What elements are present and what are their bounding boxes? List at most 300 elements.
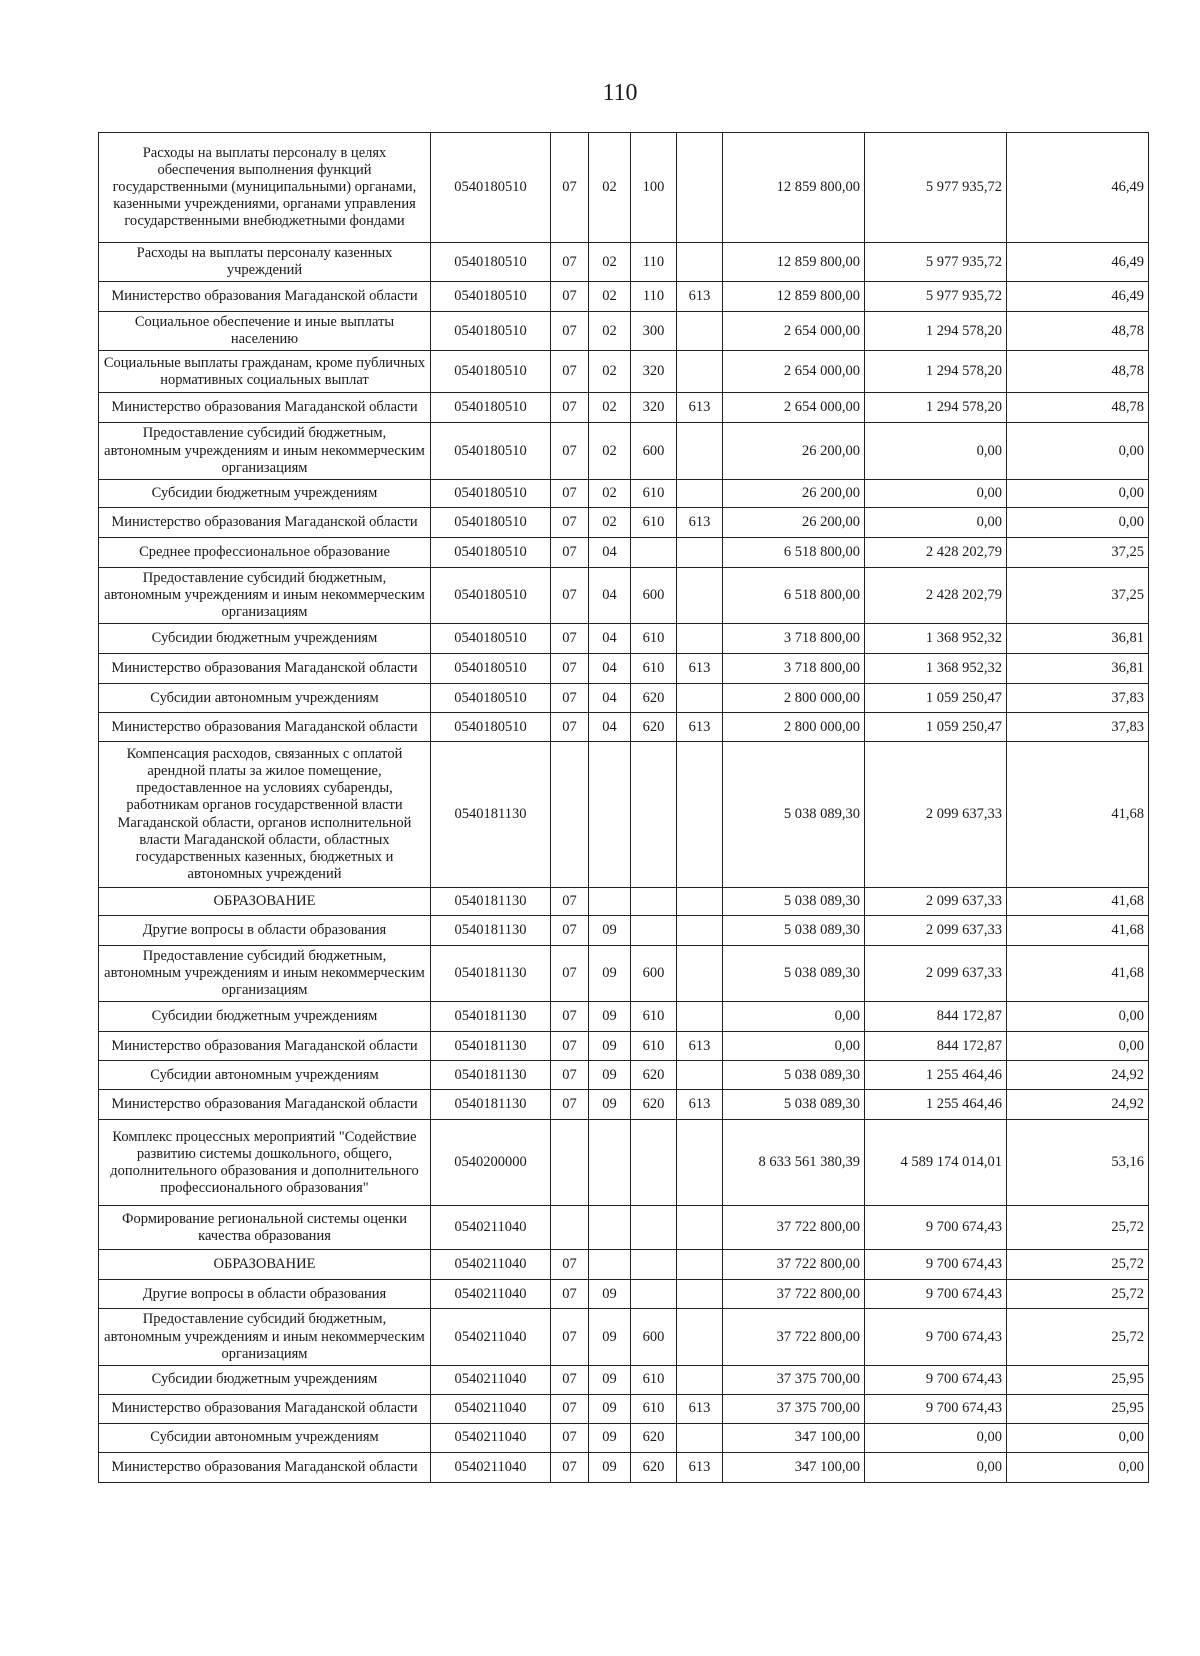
actual-amount-cell: 1 294 578,20 xyxy=(865,312,1007,351)
section-cell: 07 xyxy=(551,1061,589,1090)
section-cell: 07 xyxy=(551,312,589,351)
section-cell: 07 xyxy=(551,1090,589,1120)
section-cell xyxy=(551,1120,589,1206)
expense-type-cell xyxy=(631,1206,677,1250)
subsection-cell: 09 xyxy=(589,1002,631,1032)
section-cell: 07 xyxy=(551,243,589,282)
actual-amount-cell: 2 428 202,79 xyxy=(865,567,1007,623)
target-code-cell: 0540180510 xyxy=(431,567,551,623)
actual-amount-cell: 9 700 674,43 xyxy=(865,1280,1007,1309)
subsection-cell: 09 xyxy=(589,1452,631,1482)
target-code-cell: 0540211040 xyxy=(431,1365,551,1394)
planned-amount-cell: 3 718 800,00 xyxy=(723,654,865,684)
execution-percent-cell: 25,72 xyxy=(1007,1250,1149,1280)
execution-percent-cell: 0,00 xyxy=(1007,1452,1149,1482)
actual-amount-cell: 9 700 674,43 xyxy=(865,1250,1007,1280)
expense-type-cell: 110 xyxy=(631,243,677,282)
execution-percent-cell: 37,25 xyxy=(1007,567,1149,623)
actual-amount-cell: 0,00 xyxy=(865,507,1007,537)
expense-type-cell: 610 xyxy=(631,1394,677,1423)
planned-amount-cell: 26 200,00 xyxy=(723,479,865,507)
table-row xyxy=(99,742,1149,888)
expense-type-cell: 620 xyxy=(631,684,677,713)
subsection-cell: 04 xyxy=(589,654,631,684)
department-code-cell: 613 xyxy=(677,1032,723,1061)
subsection-cell: 09 xyxy=(589,1280,631,1309)
department-code-cell xyxy=(677,133,723,243)
expense-name-cell: Формирование региональной системы оценки качества образования xyxy=(99,1206,431,1250)
planned-amount-cell: 37 722 800,00 xyxy=(723,1280,865,1309)
target-code-cell: 0540181130 xyxy=(431,916,551,946)
actual-amount-cell: 2 099 637,33 xyxy=(865,946,1007,1002)
expense-type-cell: 620 xyxy=(631,1090,677,1120)
target-code-cell: 0540181130 xyxy=(431,1032,551,1061)
execution-percent-cell: 36,81 xyxy=(1007,654,1149,684)
expense-name-cell: Расходы на выплаты персоналу казенных учреждений xyxy=(99,243,431,282)
planned-amount-cell: 2 654 000,00 xyxy=(723,312,865,351)
execution-percent-cell: 0,00 xyxy=(1007,1423,1149,1452)
execution-percent-cell: 48,78 xyxy=(1007,312,1149,351)
execution-percent-cell: 25,72 xyxy=(1007,1206,1149,1250)
expense-type-cell: 610 xyxy=(631,507,677,537)
actual-amount-cell: 9 700 674,43 xyxy=(865,1206,1007,1250)
expense-type-cell: 100 xyxy=(631,133,677,243)
subsection-cell xyxy=(589,742,631,888)
actual-amount-cell: 5 977 935,72 xyxy=(865,133,1007,243)
table-row xyxy=(99,479,1149,507)
section-cell: 07 xyxy=(551,654,589,684)
section-cell xyxy=(551,742,589,888)
execution-percent-cell: 41,68 xyxy=(1007,888,1149,916)
target-code-cell: 0540180510 xyxy=(431,312,551,351)
planned-amount-cell: 8 633 561 380,39 xyxy=(723,1120,865,1206)
actual-amount-cell: 1 368 952,32 xyxy=(865,654,1007,684)
table-row xyxy=(99,1394,1149,1423)
target-code-cell: 0540211040 xyxy=(431,1206,551,1250)
department-code-cell: 613 xyxy=(677,1452,723,1482)
table-row xyxy=(99,1032,1149,1061)
section-cell: 07 xyxy=(551,1280,589,1309)
actual-amount-cell: 1 294 578,20 xyxy=(865,393,1007,423)
expense-name-cell: ОБРАЗОВАНИЕ xyxy=(99,1250,431,1280)
target-code-cell: 0540181130 xyxy=(431,946,551,1002)
table-row xyxy=(99,243,1149,282)
execution-percent-cell: 41,68 xyxy=(1007,742,1149,888)
execution-percent-cell: 41,68 xyxy=(1007,946,1149,1002)
subsection-cell: 09 xyxy=(589,1061,631,1090)
section-cell: 07 xyxy=(551,1002,589,1032)
execution-percent-cell: 46,49 xyxy=(1007,243,1149,282)
expense-name-cell: Другие вопросы в области образования xyxy=(99,916,431,946)
department-code-cell xyxy=(677,1120,723,1206)
subsection-cell: 02 xyxy=(589,507,631,537)
planned-amount-cell: 6 518 800,00 xyxy=(723,537,865,567)
department-code-cell: 613 xyxy=(677,1394,723,1423)
planned-amount-cell: 6 518 800,00 xyxy=(723,567,865,623)
expense-type-cell xyxy=(631,888,677,916)
expense-name-cell: Компенсация расходов, связанных с оплатой арендной платы за жилое помещение, предоставленное на условиях субаренды, работникам органов государственной власти Магаданской области, органов исполнительной власти Магаданской области, областных государственных казенных, бюджетных и автономных учреждений xyxy=(99,742,431,888)
table-row xyxy=(99,1250,1149,1280)
subsection-cell: 04 xyxy=(589,624,631,654)
execution-percent-cell: 24,92 xyxy=(1007,1090,1149,1120)
section-cell: 07 xyxy=(551,916,589,946)
subsection-cell: 04 xyxy=(589,713,631,742)
expense-name-cell: Среднее профессиональное образование xyxy=(99,537,431,567)
section-cell: 07 xyxy=(551,1452,589,1482)
execution-percent-cell: 0,00 xyxy=(1007,507,1149,537)
table-row xyxy=(99,1090,1149,1120)
expense-name-cell: Предоставление субсидий бюджетным, автономным учреждениям и иным некоммерческим организациям xyxy=(99,946,431,1002)
department-code-cell: 613 xyxy=(677,507,723,537)
execution-percent-cell: 37,83 xyxy=(1007,684,1149,713)
subsection-cell: 09 xyxy=(589,1423,631,1452)
table-body xyxy=(99,133,1149,1483)
table-row xyxy=(99,567,1149,623)
planned-amount-cell: 347 100,00 xyxy=(723,1423,865,1452)
target-code-cell: 0540180510 xyxy=(431,423,551,479)
planned-amount-cell: 12 859 800,00 xyxy=(723,243,865,282)
section-cell: 07 xyxy=(551,1365,589,1394)
expense-name-cell: Министерство образования Магаданской области xyxy=(99,1032,431,1061)
department-code-cell xyxy=(677,1002,723,1032)
expense-type-cell: 600 xyxy=(631,423,677,479)
target-code-cell: 0540180510 xyxy=(431,243,551,282)
planned-amount-cell: 3 718 800,00 xyxy=(723,624,865,654)
target-code-cell: 0540180510 xyxy=(431,507,551,537)
subsection-cell: 09 xyxy=(589,1090,631,1120)
actual-amount-cell: 1 368 952,32 xyxy=(865,624,1007,654)
target-code-cell: 0540180510 xyxy=(431,133,551,243)
planned-amount-cell: 2 654 000,00 xyxy=(723,393,865,423)
department-code-cell xyxy=(677,1309,723,1365)
actual-amount-cell: 4 589 174 014,01 xyxy=(865,1120,1007,1206)
expense-type-cell: 610 xyxy=(631,654,677,684)
subsection-cell: 04 xyxy=(589,684,631,713)
planned-amount-cell: 26 200,00 xyxy=(723,507,865,537)
planned-amount-cell: 2 800 000,00 xyxy=(723,713,865,742)
department-code-cell xyxy=(677,684,723,713)
expense-name-cell: Субсидии бюджетным учреждениям xyxy=(99,1365,431,1394)
actual-amount-cell: 844 172,87 xyxy=(865,1002,1007,1032)
target-code-cell: 0540180510 xyxy=(431,282,551,312)
department-code-cell xyxy=(677,243,723,282)
actual-amount-cell: 1 255 464,46 xyxy=(865,1090,1007,1120)
department-code-cell xyxy=(677,1061,723,1090)
execution-percent-cell: 0,00 xyxy=(1007,1032,1149,1061)
execution-percent-cell: 37,83 xyxy=(1007,713,1149,742)
expense-type-cell: 620 xyxy=(631,1423,677,1452)
target-code-cell: 0540211040 xyxy=(431,1423,551,1452)
planned-amount-cell: 37 375 700,00 xyxy=(723,1365,865,1394)
department-code-cell xyxy=(677,1423,723,1452)
planned-amount-cell: 5 038 089,30 xyxy=(723,916,865,946)
expense-name-cell: ОБРАЗОВАНИЕ xyxy=(99,888,431,916)
section-cell xyxy=(551,1206,589,1250)
actual-amount-cell: 1 059 250,47 xyxy=(865,684,1007,713)
actual-amount-cell: 2 428 202,79 xyxy=(865,537,1007,567)
table-row xyxy=(99,423,1149,479)
planned-amount-cell: 5 038 089,30 xyxy=(723,1061,865,1090)
department-code-cell xyxy=(677,1250,723,1280)
expense-name-cell: Министерство образования Магаданской области xyxy=(99,654,431,684)
execution-percent-cell: 0,00 xyxy=(1007,423,1149,479)
target-code-cell: 0540200000 xyxy=(431,1120,551,1206)
target-code-cell: 0540181130 xyxy=(431,1002,551,1032)
section-cell: 07 xyxy=(551,282,589,312)
subsection-cell: 04 xyxy=(589,537,631,567)
table-row xyxy=(99,1120,1149,1206)
expense-name-cell: Министерство образования Магаданской области xyxy=(99,1452,431,1482)
actual-amount-cell: 1 294 578,20 xyxy=(865,351,1007,393)
expense-name-cell: Другие вопросы в области образования xyxy=(99,1280,431,1309)
subsection-cell: 02 xyxy=(589,133,631,243)
table-row xyxy=(99,654,1149,684)
table-row xyxy=(99,1365,1149,1394)
planned-amount-cell: 37 375 700,00 xyxy=(723,1394,865,1423)
planned-amount-cell: 37 722 800,00 xyxy=(723,1250,865,1280)
subsection-cell: 02 xyxy=(589,243,631,282)
table-row xyxy=(99,1309,1149,1365)
subsection-cell: 02 xyxy=(589,351,631,393)
expense-name-cell: Комплекс процессных мероприятий "Содействие развитию системы дошкольного, общего, дополнительного образования и дополнительного профессионального образования" xyxy=(99,1120,431,1206)
subsection-cell: 09 xyxy=(589,1309,631,1365)
execution-percent-cell: 25,72 xyxy=(1007,1280,1149,1309)
department-code-cell xyxy=(677,537,723,567)
expense-type-cell xyxy=(631,1120,677,1206)
table-row xyxy=(99,684,1149,713)
budget-table xyxy=(98,132,1149,1483)
department-code-cell: 613 xyxy=(677,282,723,312)
planned-amount-cell: 2 800 000,00 xyxy=(723,684,865,713)
target-code-cell: 0540181130 xyxy=(431,888,551,916)
execution-percent-cell: 48,78 xyxy=(1007,351,1149,393)
department-code-cell: 613 xyxy=(677,654,723,684)
subsection-cell: 04 xyxy=(589,567,631,623)
expense-name-cell: Субсидии бюджетным учреждениям xyxy=(99,1002,431,1032)
department-code-cell xyxy=(677,624,723,654)
table-row xyxy=(99,1423,1149,1452)
planned-amount-cell: 12 859 800,00 xyxy=(723,282,865,312)
actual-amount-cell: 2 099 637,33 xyxy=(865,888,1007,916)
department-code-cell xyxy=(677,312,723,351)
table-row xyxy=(99,282,1149,312)
planned-amount-cell: 5 038 089,30 xyxy=(723,1090,865,1120)
expense-type-cell xyxy=(631,916,677,946)
department-code-cell xyxy=(677,567,723,623)
expense-name-cell: Субсидии бюджетным учреждениям xyxy=(99,624,431,654)
expense-name-cell: Министерство образования Магаданской области xyxy=(99,1090,431,1120)
execution-percent-cell: 25,95 xyxy=(1007,1365,1149,1394)
expense-type-cell: 610 xyxy=(631,479,677,507)
expense-type-cell: 620 xyxy=(631,1061,677,1090)
expense-type-cell: 610 xyxy=(631,1032,677,1061)
department-code-cell xyxy=(677,1365,723,1394)
target-code-cell: 0540211040 xyxy=(431,1250,551,1280)
table-row xyxy=(99,1061,1149,1090)
expense-type-cell xyxy=(631,742,677,888)
table-row xyxy=(99,624,1149,654)
expense-type-cell: 610 xyxy=(631,1002,677,1032)
actual-amount-cell: 5 977 935,72 xyxy=(865,243,1007,282)
table-row xyxy=(99,537,1149,567)
execution-percent-cell: 0,00 xyxy=(1007,479,1149,507)
target-code-cell: 0540181130 xyxy=(431,742,551,888)
expense-type-cell xyxy=(631,1280,677,1309)
target-code-cell: 0540180510 xyxy=(431,393,551,423)
table-row xyxy=(99,507,1149,537)
department-code-cell xyxy=(677,1206,723,1250)
execution-percent-cell: 37,25 xyxy=(1007,537,1149,567)
table-row xyxy=(99,1452,1149,1482)
execution-percent-cell: 46,49 xyxy=(1007,282,1149,312)
expense-type-cell: 300 xyxy=(631,312,677,351)
expense-type-cell: 600 xyxy=(631,946,677,1002)
table-row xyxy=(99,916,1149,946)
table-row xyxy=(99,133,1149,243)
subsection-cell xyxy=(589,1206,631,1250)
subsection-cell: 02 xyxy=(589,312,631,351)
section-cell: 07 xyxy=(551,479,589,507)
expense-type-cell: 610 xyxy=(631,624,677,654)
target-code-cell: 0540180510 xyxy=(431,351,551,393)
execution-percent-cell: 0,00 xyxy=(1007,1002,1149,1032)
execution-percent-cell: 36,81 xyxy=(1007,624,1149,654)
expense-name-cell: Предоставление субсидий бюджетным, автономным учреждениям и иным некоммерческим организациям xyxy=(99,1309,431,1365)
actual-amount-cell: 1 059 250,47 xyxy=(865,713,1007,742)
execution-percent-cell: 25,72 xyxy=(1007,1309,1149,1365)
expense-name-cell: Министерство образования Магаданской области xyxy=(99,282,431,312)
target-code-cell: 0540181130 xyxy=(431,1061,551,1090)
actual-amount-cell: 0,00 xyxy=(865,423,1007,479)
section-cell: 07 xyxy=(551,1394,589,1423)
section-cell: 07 xyxy=(551,537,589,567)
actual-amount-cell: 2 099 637,33 xyxy=(865,742,1007,888)
department-code-cell: 613 xyxy=(677,393,723,423)
department-code-cell: 613 xyxy=(677,1090,723,1120)
expense-type-cell xyxy=(631,1250,677,1280)
expense-name-cell: Субсидии бюджетным учреждениям xyxy=(99,479,431,507)
expense-type-cell: 620 xyxy=(631,1452,677,1482)
section-cell: 07 xyxy=(551,567,589,623)
section-cell: 07 xyxy=(551,1309,589,1365)
target-code-cell: 0540211040 xyxy=(431,1452,551,1482)
execution-percent-cell: 41,68 xyxy=(1007,916,1149,946)
subsection-cell: 09 xyxy=(589,1365,631,1394)
expense-type-cell: 320 xyxy=(631,393,677,423)
target-code-cell: 0540211040 xyxy=(431,1394,551,1423)
target-code-cell: 0540180510 xyxy=(431,654,551,684)
subsection-cell: 02 xyxy=(589,423,631,479)
actual-amount-cell: 5 977 935,72 xyxy=(865,282,1007,312)
execution-percent-cell: 48,78 xyxy=(1007,393,1149,423)
target-code-cell: 0540180510 xyxy=(431,684,551,713)
expense-name-cell: Министерство образования Магаданской области xyxy=(99,1394,431,1423)
table-row xyxy=(99,351,1149,393)
expense-name-cell: Министерство образования Магаданской области xyxy=(99,393,431,423)
expense-name-cell: Министерство образования Магаданской области xyxy=(99,507,431,537)
department-code-cell xyxy=(677,742,723,888)
planned-amount-cell: 5 038 089,30 xyxy=(723,946,865,1002)
table-row xyxy=(99,1206,1149,1250)
department-code-cell xyxy=(677,479,723,507)
subsection-cell xyxy=(589,1120,631,1206)
expense-type-cell xyxy=(631,537,677,567)
table-row xyxy=(99,1002,1149,1032)
department-code-cell xyxy=(677,1280,723,1309)
expense-type-cell: 610 xyxy=(631,1365,677,1394)
section-cell: 07 xyxy=(551,1423,589,1452)
actual-amount-cell: 9 700 674,43 xyxy=(865,1394,1007,1423)
subsection-cell xyxy=(589,888,631,916)
expense-name-cell: Социальные выплаты гражданам, кроме публичных нормативных социальных выплат xyxy=(99,351,431,393)
actual-amount-cell: 9 700 674,43 xyxy=(865,1365,1007,1394)
subsection-cell: 02 xyxy=(589,393,631,423)
subsection-cell: 09 xyxy=(589,916,631,946)
section-cell: 07 xyxy=(551,684,589,713)
table-row xyxy=(99,1280,1149,1309)
planned-amount-cell: 12 859 800,00 xyxy=(723,133,865,243)
table-row xyxy=(99,713,1149,742)
expense-name-cell: Расходы на выплаты персоналу в целях обеспечения выполнения функций государственными (муниципальными) органами, казенными учреждениями, органами управления государственными внебюджетными фондами xyxy=(99,133,431,243)
execution-percent-cell: 46,49 xyxy=(1007,133,1149,243)
target-code-cell: 0540180510 xyxy=(431,537,551,567)
subsection-cell: 09 xyxy=(589,1394,631,1423)
expense-type-cell: 110 xyxy=(631,282,677,312)
section-cell: 07 xyxy=(551,1032,589,1061)
expense-type-cell: 600 xyxy=(631,1309,677,1365)
planned-amount-cell: 5 038 089,30 xyxy=(723,888,865,916)
expense-type-cell: 320 xyxy=(631,351,677,393)
department-code-cell xyxy=(677,946,723,1002)
section-cell: 07 xyxy=(551,1250,589,1280)
section-cell: 07 xyxy=(551,423,589,479)
department-code-cell xyxy=(677,423,723,479)
subsection-cell: 09 xyxy=(589,946,631,1002)
expense-type-cell: 600 xyxy=(631,567,677,623)
target-code-cell: 0540211040 xyxy=(431,1280,551,1309)
actual-amount-cell: 1 255 464,46 xyxy=(865,1061,1007,1090)
actual-amount-cell: 9 700 674,43 xyxy=(865,1309,1007,1365)
subsection-cell xyxy=(589,1250,631,1280)
actual-amount-cell: 844 172,87 xyxy=(865,1032,1007,1061)
execution-percent-cell: 24,92 xyxy=(1007,1061,1149,1090)
section-cell: 07 xyxy=(551,888,589,916)
table-row xyxy=(99,393,1149,423)
target-code-cell: 0540180510 xyxy=(431,479,551,507)
expense-name-cell: Предоставление субсидий бюджетным, автономным учреждениям и иным некоммерческим организациям xyxy=(99,423,431,479)
expense-name-cell: Субсидии автономным учреждениям xyxy=(99,1423,431,1452)
subsection-cell: 02 xyxy=(589,479,631,507)
target-code-cell: 0540180510 xyxy=(431,624,551,654)
department-code-cell xyxy=(677,916,723,946)
target-code-cell: 0540180510 xyxy=(431,713,551,742)
expense-name-cell: Субсидии автономным учреждениям xyxy=(99,1061,431,1090)
expense-name-cell: Субсидии автономным учреждениям xyxy=(99,684,431,713)
target-code-cell: 0540211040 xyxy=(431,1309,551,1365)
page-number: 110 xyxy=(602,80,638,106)
table-row xyxy=(99,312,1149,351)
table-row xyxy=(99,946,1149,1002)
planned-amount-cell: 37 722 800,00 xyxy=(723,1309,865,1365)
planned-amount-cell: 2 654 000,00 xyxy=(723,351,865,393)
department-code-cell xyxy=(677,888,723,916)
execution-percent-cell: 25,95 xyxy=(1007,1394,1149,1423)
planned-amount-cell: 0,00 xyxy=(723,1032,865,1061)
department-code-cell: 613 xyxy=(677,713,723,742)
department-code-cell xyxy=(677,351,723,393)
expense-name-cell: Социальное обеспечение и иные выплаты населению xyxy=(99,312,431,351)
execution-percent-cell: 53,16 xyxy=(1007,1120,1149,1206)
